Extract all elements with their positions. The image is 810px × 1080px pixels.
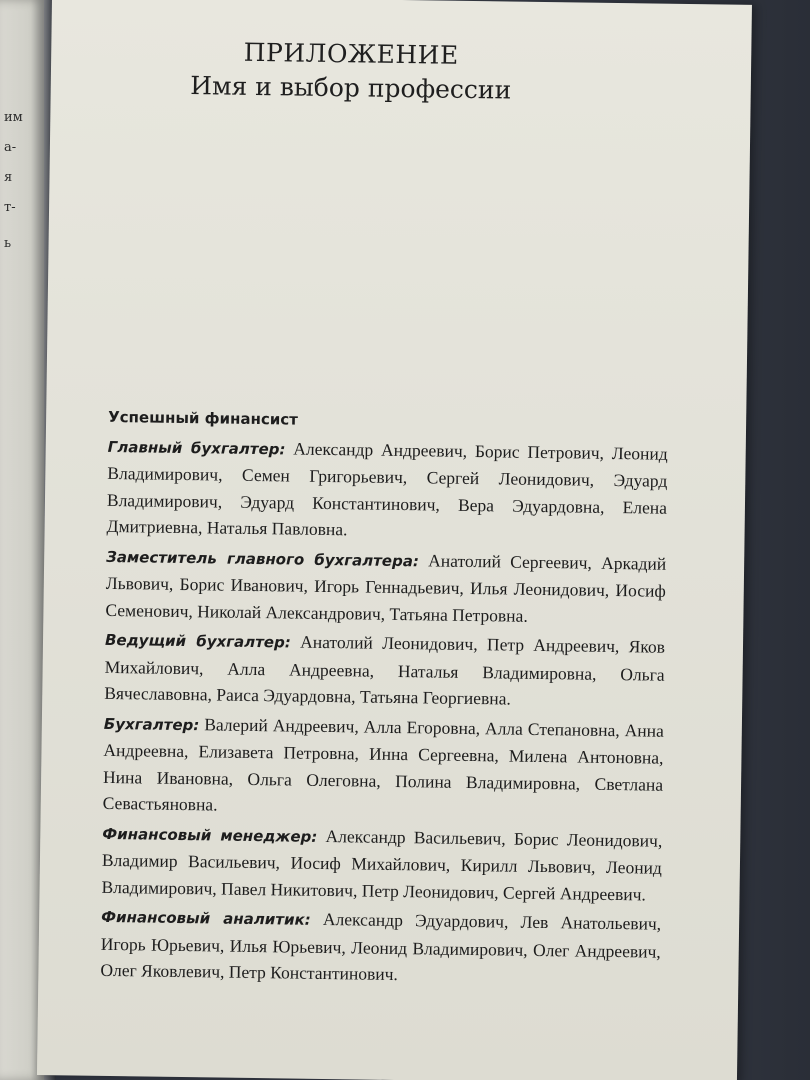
role-entry	[100, 903, 661, 991]
role-names: Анатолий Леонидович, Петр Андреевич, Яков Михайлович, Алла Андреевна, Наталья Владимировна, Ольга Вячеславовна, Раиса Эдуардовна, Татьяна Георгиевна.	[104, 631, 666, 709]
role-label: Финансовый аналитик:	[101, 907, 311, 929]
role-label: Бухгалтер:	[103, 714, 200, 734]
section-body	[100, 404, 668, 994]
role-label: Финансовый менеджер:	[102, 824, 318, 846]
show-through-text	[569, 42, 742, 248]
role-names: Валерий Андреевич, Алла Егоровна, Алла Степановна, Анна Андреевна, Елизавета Петровна, Инна Сергеевна, Милена Антоновна, Нина Ивановна, Ольга Олеговна, Полина Владимировна, Светлана Севастьяновна.	[102, 713, 664, 815]
role-names: Александр Андреевич, Борис Петрович, Леонид Владимирович, Семен Григорьевич, Сергей Леонидович, Эдуард Владимирович, Эдуард Константинович, Вера Эдуардовна, Елена Дмитриевна, Наталья Павловна.	[106, 438, 668, 540]
role-entry	[103, 709, 664, 824]
role-entry	[101, 819, 662, 907]
appendix-heading	[171, 35, 532, 108]
left-page-fragment: им	[4, 110, 23, 125]
role-label: Ведущий бухгалтер:	[104, 630, 291, 652]
role-entry	[104, 626, 665, 714]
role-label: Главный бухгалтер:	[107, 437, 286, 458]
left-page-fragment: а-	[4, 140, 17, 155]
section-title: Успешный финансист	[108, 407, 299, 429]
left-page-fragment: т-	[4, 200, 16, 215]
role-names: Александр Васильевич, Борис Леонидович, Владимир Васильевич, Иосиф Михайлович, Кирилл Львович, Леонид Владимирович, Павел Никитович, Петр Леонидович, Сергей Андреевич.	[101, 825, 663, 904]
role-label: Заместитель главного бухгалтера:	[106, 547, 420, 570]
left-page-edge	[0, 0, 44, 1080]
left-page-fragment: ь	[4, 236, 12, 251]
left-page-fragment: я	[4, 170, 13, 185]
book-page	[37, 0, 752, 1080]
appendix-title: ПРИЛОЖЕНИЕ	[243, 37, 459, 70]
appendix-subtitle: Имя и выбор профессии	[190, 71, 512, 105]
role-entry	[106, 432, 667, 547]
role-names: Александр Эдуардович, Лев Анатольевич, Игорь Юрьевич, Илья Юрьевич, Леонид Владимирович, Олег Андреевич, Олег Яковлевич, Петр Константинович.	[100, 908, 662, 985]
role-entry	[105, 542, 666, 630]
role-names: Анатолий Сергеевич, Аркадий Львович, Борис Иванович, Игорь Геннадьевич, Илья Леонидович, Иосиф Семенович, Николай Александрович, Татьяна Петровна.	[105, 549, 667, 626]
